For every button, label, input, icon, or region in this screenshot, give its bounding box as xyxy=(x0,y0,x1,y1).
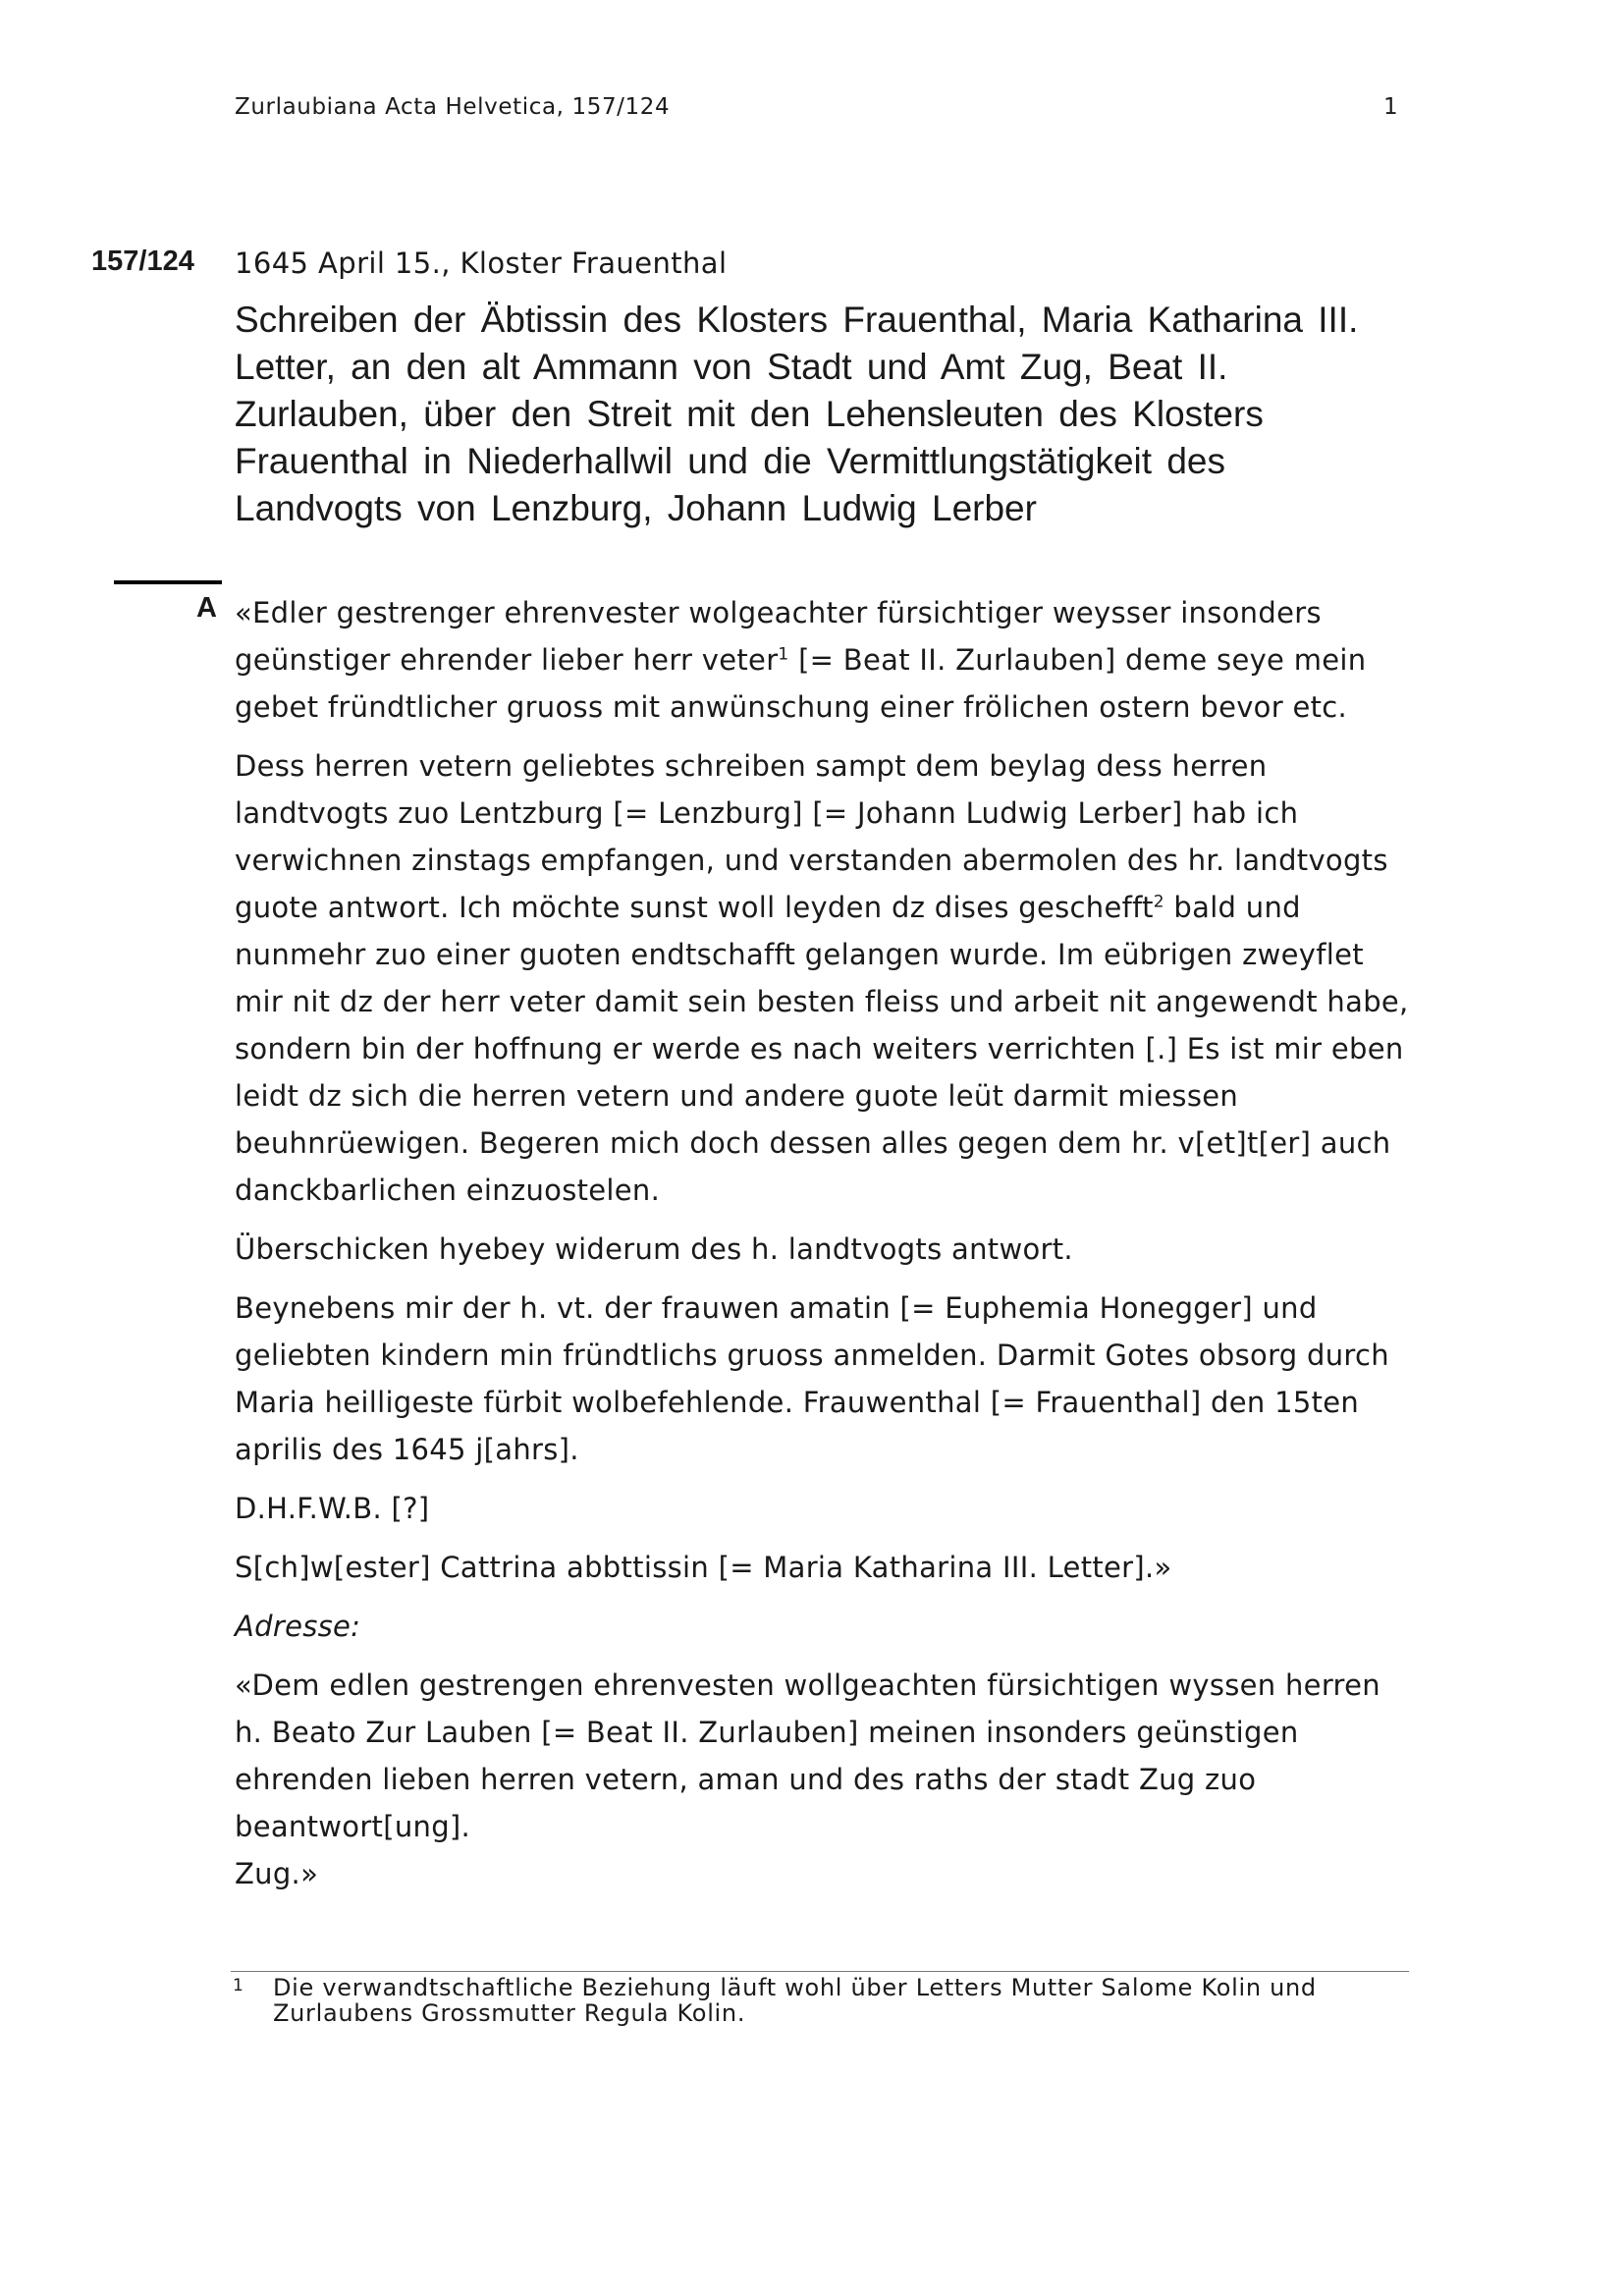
letter-body xyxy=(235,589,1413,1897)
footnote-number: 1 xyxy=(233,1976,243,1995)
paragraph: Überschicken hyebey widerum des h. landtvogts antwort. xyxy=(235,1232,1073,1266)
paragraph: Beynebens mir der h. vt. der frauwen amatin [= Euphemia Honegger] und geliebten kindern min fründtlichs gruoss anmelden. Darmit Gotes obsorg durch Maria heilligeste fürbit wolbefehlende. Frauwenthal [= Frauenthal] den 15ten aprilis des 1645 j[ahrs]. xyxy=(235,1291,1389,1466)
running-header-title: Zurlaubiana Acta Helvetica, 157/124 xyxy=(235,94,671,120)
page-number: 1 xyxy=(1383,94,1398,120)
document-title: Schreiben der Äbtissin des Klosters Frauenthal, Maria Katharina III. Letter, an den alt Ammann von Stadt und Amt Zug, Beat II. Zurlauben, über den Streit mit den Lehensleuten des Klosters Frauenthal in Niederhallwil und die Vermittlungstätigkeit des Landvogts von Lenzburg, Johann Ludwig Lerber xyxy=(235,300,1359,528)
document-number: 157/124 xyxy=(91,246,194,277)
address-text: «Dem edlen gestrengen ehrenvesten wollgeachten fürsichtigen wyssen herren h. Beato Zur Lauben [= Beat II. Zurlauben] meinen insonders geünstigen ehrenden lieben herren vetern, aman und des raths der stadt Zug zuo beantwort[ung]. xyxy=(235,1668,1380,1843)
document-date-place: 1645 April 15., Kloster Frauenthal xyxy=(235,246,728,280)
paragraph: D.H.F.W.B. [?] xyxy=(235,1492,430,1525)
section-marker: A xyxy=(196,592,217,624)
paragraph-text: Dess herren vetern geliebtes schreiben sampt dem beylag dess herren landtvogts zuo Lentzburg [= Lenzburg] [= Johann Ludwig Lerber] hab ich verwichnen zinstags empfangen, und verstanden abermolen des hr. landtvogts guote antwort. Ich möchte sunst woll leyden dz dises geschefft xyxy=(235,749,1388,924)
footnote-text: Die verwandtschaftliche Beziehung läuft wohl über Letters Mutter Salome Kolin und Zurlaubens Grossmutter Regula Kolin. xyxy=(273,1974,1317,2027)
paragraph xyxy=(235,589,1413,731)
paragraph-text: bald und nunmehr zuo einer guoten endtschafft gelangen wurde. Im eübrigen zweyflet mir nit dz der herr veter damit sein besten fleiss und arbeit nit angewendt habe, sondern bin der hoffnung er werde es nach weiters verrichten [.] Es ist mir eben leidt dz sich die herren vetern und andere guote leüt darmit miessen beuhnrüewigen. Begeren mich doch dessen alles gegen dem hr. v[et]t[er] auch danckbarlichen einzuostelen. xyxy=(235,891,1409,1207)
paragraph xyxy=(235,742,1413,1214)
address-label: Adresse: xyxy=(235,1610,361,1643)
footnote-reference[interactable]: 1 xyxy=(778,644,789,665)
paragraph: S[ch]w[ester] Cattrina abbttissin [= Maria Katharina III. Letter].» xyxy=(235,1551,1172,1584)
section-divider xyxy=(114,580,222,584)
paragraph-text: [= Beat II. Zurlauben] deme seye mein gebet fründtlicher gruoss mit anwünschung einer frölichen ostern bevor etc. xyxy=(235,643,1367,724)
paragraph-text: «Edler gestrenger ehrenvester wolgeachter fürsichtiger weysser insonders geünstiger ehrender lieber herr veter xyxy=(235,596,1322,677)
footnote-divider xyxy=(231,1971,1409,1972)
address-city: Zug.» xyxy=(235,1857,319,1890)
footnote-reference[interactable]: 2 xyxy=(1153,892,1164,912)
